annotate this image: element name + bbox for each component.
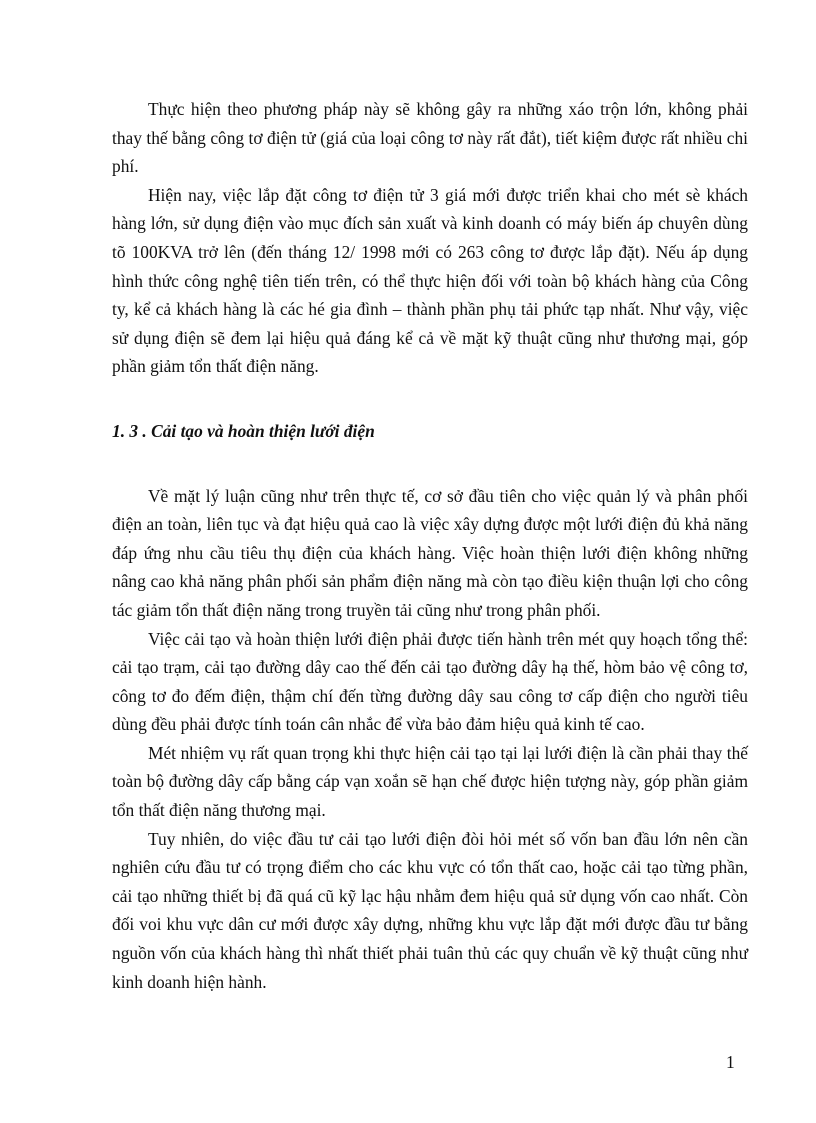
paragraph: Tuy nhiên, do việc đầu tư cải tạo lưới điện đòi hỏi mét số vốn ban đầu lớn nên cần nghiên cứu đầu tư có trọng điểm cho các khu vực có tổn thất cao, hoặc cải tạo từng phần, cải tạo những thiết bị đã quá cũ kỹ lạc hậu nhằm đem hiệu quả sử dụng vốn cao nhất. Còn đối voi khu vực dân cư mới được xây dựng, những khu vực lắp đặt mới được đầu tư bằng nguồn vốn của khách hàng thì nhất thiết phải tuân thủ các quy chuẩn về kỹ thuật cũng như kinh doanh hiện hành. <box>112 828 748 992</box>
paragraph: Hiện nay, việc lắp đặt công tơ điện tử 3 giá mới được triển khai cho mét sè khách hàng lớn, sử dụng điện vào mục đích sản xuất và kinh doanh có máy biến áp chuyên dùng tõ 100KVA trở lên (đến tháng 12/ 1998 mới có 263 công tơ được lắp đặt). Nếu áp dụng hình thức công nghệ tiên tiến trên, có thể thực hiện đối với toàn bộ khách hàng của Công ty, kể cả khách hàng là các hé gia đình – thành phần phụ tải phức tạp nhất. Như vậy, việc sử dụng điện sẽ đem lại hiệu quả đáng kể cả về mặt kỹ thuật cũng như thương mại, góp phần giảm tổn thất điện năng. <box>112 184 748 377</box>
paragraph: Thực hiện theo phương pháp này sẽ không gây ra những xáo trộn lớn, không phải thay thế bằng công tơ điện tử (giá của loại công tơ này rất đắt), tiết kiệm được rất nhiều chi phí. <box>112 99 748 177</box>
paragraph: Về mặt lý luận cũng như trên thực tế, cơ sở đầu tiên cho việc quản lý và phân phối điện an toàn, liên tục và đạt hiệu quả cao là việc xây dựng được một lưới điện đủ khả năng đáp ứng nhu cầu tiêu thụ điện của khách hàng. Việc hoàn thiện lưới điện không những nâng cao khả năng phân phối sản phẩm điện năng mà còn tạo điều kiện thuận lợi cho công tác giảm tổn thất điện năng trong truyền tải cũng như trong phân phối. <box>112 485 748 620</box>
paragraph: Mét nhiệm vụ rất quan trọng khi thực hiện cải tạo tại lại lưới điện là cần phải thay thế toàn bộ đường dây cấp bằng cáp vạn xoắn sẽ hạn chế được hiện tượng này, góp phần giảm tổn thất điện năng thương mại. <box>112 742 748 821</box>
page-number: 1 <box>726 1052 735 1072</box>
paragraph: Việc cải tạo và hoàn thiện lưới điện phải được tiến hành trên mét quy hoạch tổng thể: cải tạo trạm, cải tạo đường dây cao thế đến cải tạo đường dây hạ thế, hòm bảo vệ công tơ, công tơ đo đếm điện, thậm chí đến từng đường dây sau công tơ cấp điện cho người tiêu dùng đều phải được tính toán cân nhắc để vừa bảo đảm hiệu quả kinh tế cao. <box>112 628 748 735</box>
page-content <box>112 95 748 996</box>
section-heading: 1. 3 . Cải tạo và hoàn thiện lưới điện <box>112 420 375 441</box>
